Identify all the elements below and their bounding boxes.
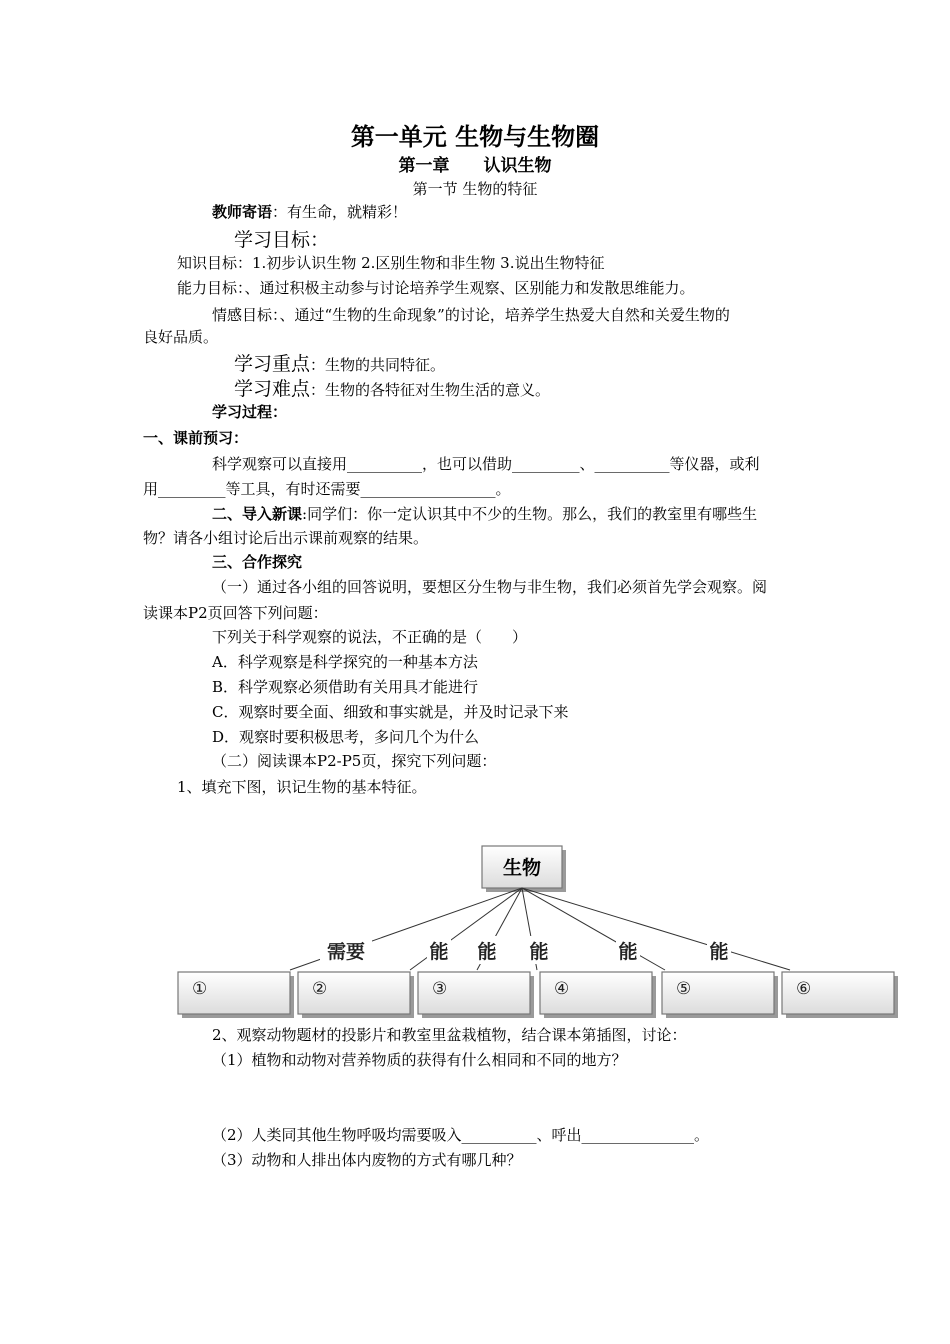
answer-box-number: ① xyxy=(192,979,208,999)
intro-label: 二、导入新课 xyxy=(212,505,303,523)
explore-heading: 三、合作探究 xyxy=(212,553,303,571)
emotion-objective-line2: 良好品质。 xyxy=(143,328,219,346)
task1: 1、填充下图，识记生物的基本特征。 xyxy=(177,778,427,796)
teacher-message-text: ：有生命，就精彩！ xyxy=(272,203,408,221)
task2-q3: （3）动物和人排出体内废物的方式有哪几种？ xyxy=(212,1151,522,1169)
difficulty-label: 学习难点 xyxy=(234,378,311,400)
answer-box-6 xyxy=(782,972,898,1018)
option-c: C．观察时要全面、细致和事实就是，并及时记录下来 xyxy=(212,703,569,721)
edge-label-can-1: 能 xyxy=(429,941,449,963)
answer-box-3 xyxy=(418,972,534,1018)
chapter-heading: 第一章 认识生物 xyxy=(398,156,552,176)
task2-intro: 2、观察动物题材的投影片和教室里盆栽植物，结合课本第插图，讨论： xyxy=(212,1026,687,1044)
emotion-objective-line1: 情感目标：、通过“生物的生命现象”的讨论，培养学生热爱大自然和关爱生物的 xyxy=(212,306,730,324)
knowledge-objective: 知识目标：1.初步认识生物 2.区别生物和非生物 3.说出生物特征 xyxy=(177,254,605,272)
answer-box-5 xyxy=(662,972,778,1018)
edge-label-can-4: 能 xyxy=(618,941,638,963)
explore-p1-line1: （一）通过各小组的回答说明，要想区分生物与非生物，我们必须首先学会观察。阅 xyxy=(212,578,768,596)
ability-objective: 能力目标：、通过积极主动参与讨论培养学生观察、区别能力和发散思维能力。 xyxy=(177,279,695,297)
root-node xyxy=(482,846,566,892)
answer-box-1 xyxy=(178,972,294,1018)
key-point-label: 学习重点 xyxy=(234,353,311,375)
answer-box-number: ⑥ xyxy=(796,979,812,999)
answer-box-2 xyxy=(298,972,414,1018)
page-title: 第一单元 生物与生物圈 xyxy=(350,123,600,151)
teacher-message-label: 教师寄语 xyxy=(212,203,273,221)
answer-box-number: ④ xyxy=(554,979,570,999)
preview-line1: 科学观察可以直接用__________，也可以借助_________、__________等仪器，或利 xyxy=(212,455,760,473)
edge-label-can-5: 能 xyxy=(709,941,729,963)
root-label: 生物 xyxy=(502,857,542,879)
edge-label-need: 需要 xyxy=(326,941,366,963)
option-a: A．科学观察是科学探究的一种基本方法 xyxy=(212,653,478,671)
section-heading: 第一节 生物的特征 xyxy=(412,180,538,198)
difficulty-text: ：生物的各特征对生物生活的意义。 xyxy=(310,381,551,399)
option-b: B．科学观察必须借助有关用具才能进行 xyxy=(212,678,479,696)
intro-line2: 物？请各小组讨论后出示课前观察的结果。 xyxy=(143,529,429,547)
difficulty xyxy=(234,375,550,404)
intro-line1 xyxy=(212,503,757,525)
answer-box-number: ⑤ xyxy=(676,979,692,999)
answer-box-number: ② xyxy=(312,979,328,999)
explore-p1-line2: 读课本P2页回答下列问题： xyxy=(143,604,328,622)
question: 下列关于科学观察的说法，不正确的是（ ） xyxy=(212,628,528,646)
explore-p2: （二）阅读课本P2-P5页，探究下列问题： xyxy=(212,752,497,770)
process-heading: 学习过程： xyxy=(212,403,288,421)
task2-q1: （1）植物和动物对营养物质的获得有什么相同和不同的地方？ xyxy=(212,1051,627,1069)
answer-box-number: ③ xyxy=(432,979,448,999)
option-d: D．观察时要积极思考，多问几个为什么 xyxy=(212,728,480,746)
intro-text: :同学们：你一定认识其中不少的生物。那么，我们的教室里有哪些生 xyxy=(302,505,758,523)
answer-box-4 xyxy=(540,972,656,1018)
edge-label-can-2: 能 xyxy=(477,941,497,963)
preview-line2: 用_________等工具，有时还需要__________________。 xyxy=(143,480,511,498)
teacher-message xyxy=(212,201,407,223)
objectives-heading: 学习目标： xyxy=(234,229,330,251)
edge-label-can-3: 能 xyxy=(529,941,549,963)
task2-q2: （2）人类同其他生物呼吸均需要吸入__________、呼出_______________。 xyxy=(212,1126,710,1144)
key-point-text: ：生物的共同特征。 xyxy=(310,356,446,374)
preview-heading: 一、课前预习： xyxy=(143,429,249,447)
characteristics-diagram xyxy=(170,838,900,1023)
